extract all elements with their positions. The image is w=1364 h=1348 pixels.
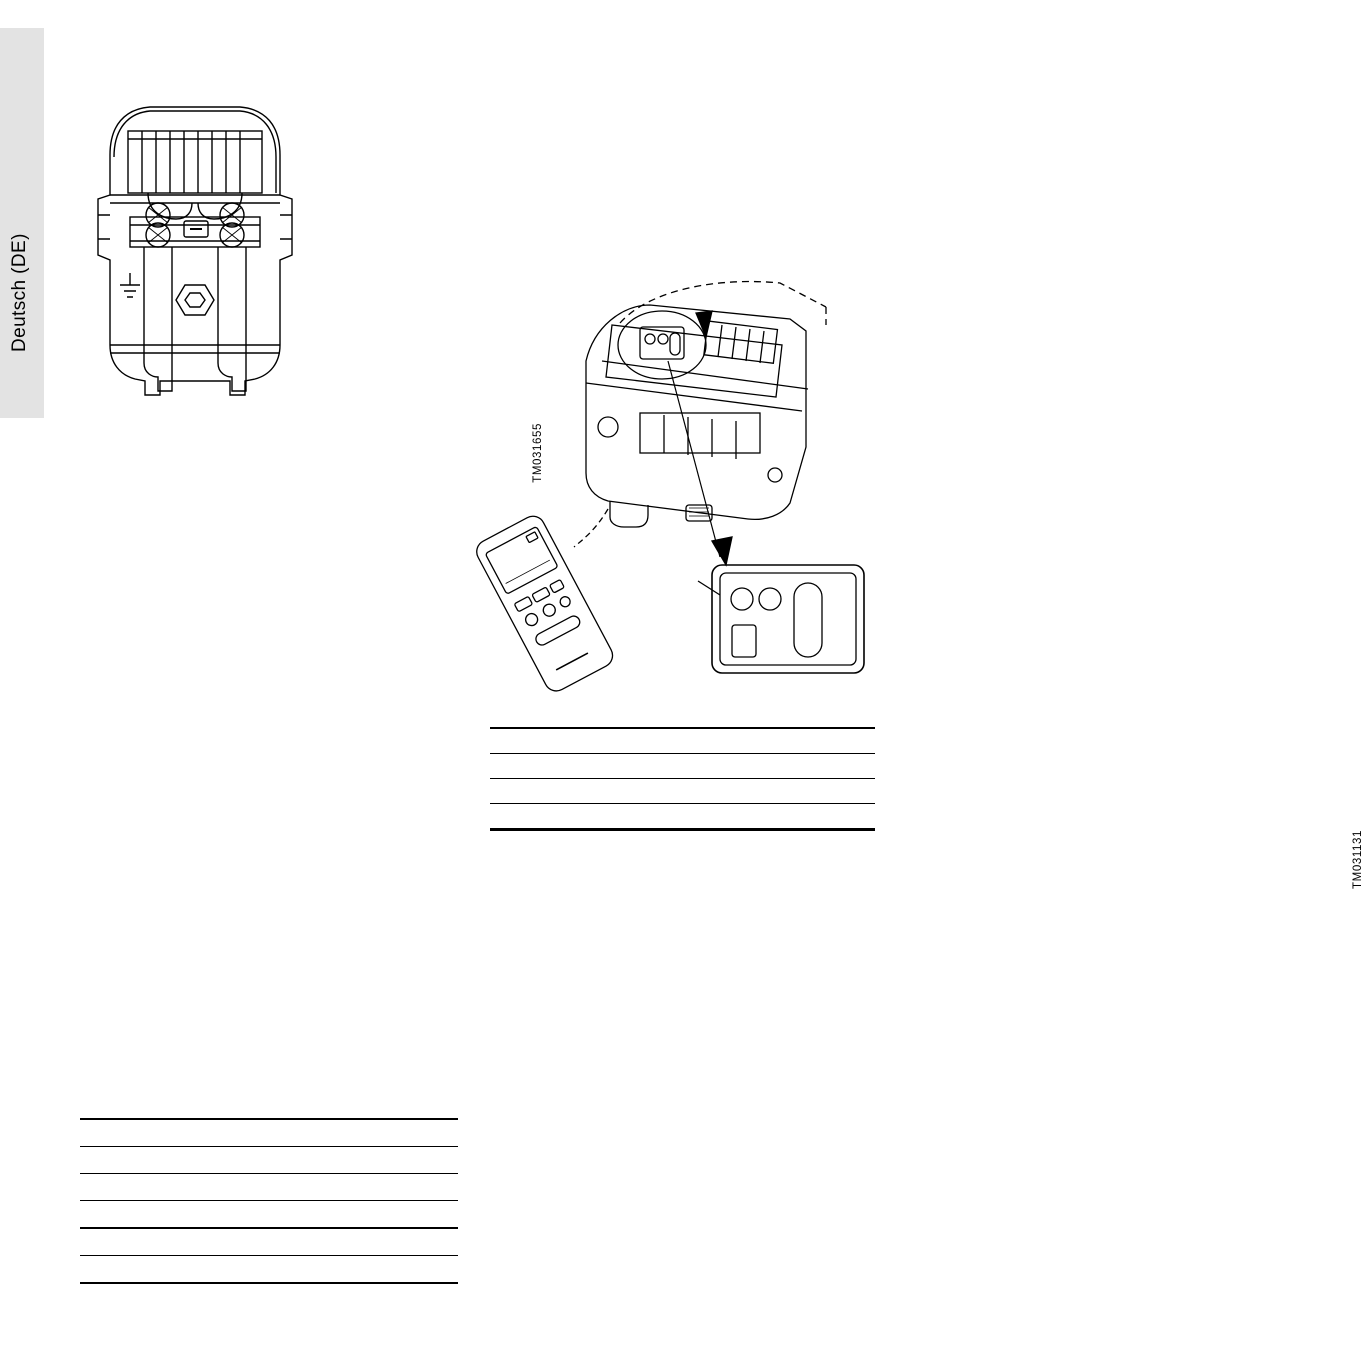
- language-tab-label: Deutsch (DE): [9, 233, 30, 352]
- figure-code-remote-control: TM031131: [1352, 830, 1364, 889]
- specification-table-top: [490, 727, 875, 831]
- remote-control-figure: [490, 265, 1364, 889]
- figure-code-terminal-block: TM031655: [532, 423, 544, 483]
- terminal-block-figure: [80, 95, 544, 483]
- table-rule-bottom: [490, 828, 875, 830]
- table-rule-bottom: [80, 1282, 458, 1284]
- specification-table-bottom: [80, 1118, 458, 1284]
- language-tab: [0, 28, 44, 418]
